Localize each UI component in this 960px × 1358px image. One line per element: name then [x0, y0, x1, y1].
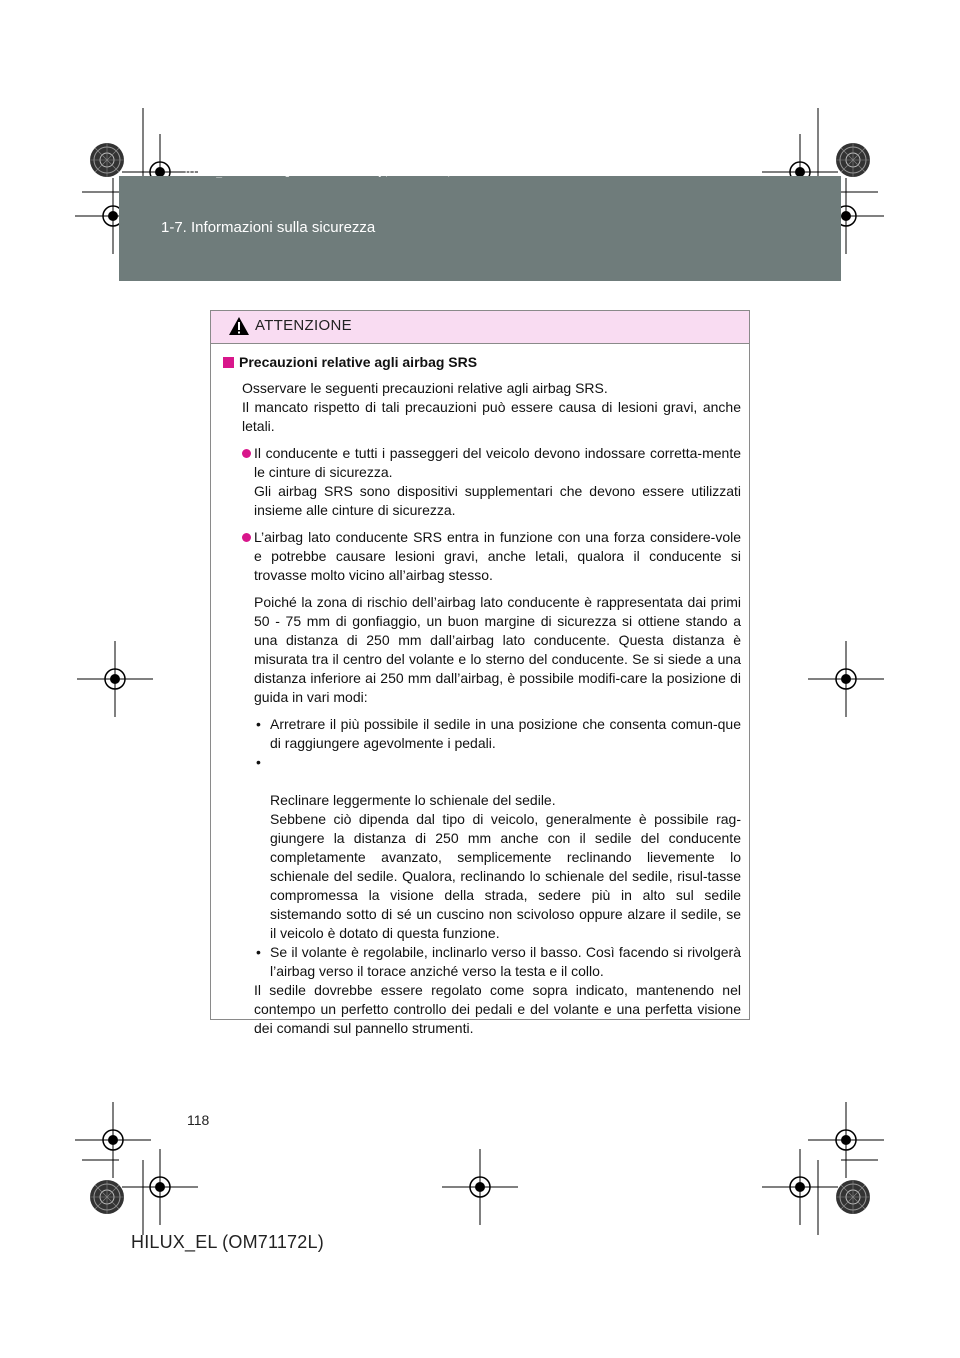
bullet-line: Gli airbag SRS sono dispositivi supplementari che devono essere utilizzati insieme alle cinture di sicurezza. — [254, 483, 741, 518]
book-page-stamp: HILUX_EL.book Page 118 Wednesday, March 23, 2011 3:30 PM — [185, 167, 534, 178]
dot-bullet: • — [256, 716, 261, 732]
adjustment-list — [254, 715, 741, 981]
intro-paragraph — [242, 379, 741, 436]
warning-triangle-icon — [228, 316, 250, 336]
warning-body — [211, 344, 749, 1038]
warning-box — [210, 310, 750, 1036]
dot-bullet: • — [256, 754, 261, 770]
distance-paragraph: Poiché la zona di rischio dell’airbag lato conducente è rappresentata dai primi 50 - 75 mm di gonfiaggio, un buon margine di sicurezza si ottiene stando a una distanza di 250 mm dall’airbag lato conducente. Questa distanza è misurata tra il centro del volante e lo sterno del conducente. Se si siede a una distanza inferiore ai 250 mm dall’airbag, è possibile modifi-care la posizione di guida in vari modi: — [254, 594, 741, 705]
subhead-text: Precauzioni relative agli airbag SRS — [239, 354, 478, 370]
list-item — [254, 715, 741, 753]
bullet-driver-airbag — [242, 528, 741, 585]
round-bullet-icon — [242, 449, 251, 458]
dot-bullet: • — [256, 944, 261, 960]
warning-label: ATTENZIONE — [255, 317, 352, 334]
list-item-text: Reclinare leggermente lo schienale del sedile. Sebbene ciò dipenda dal tipo di veicolo, generalmente è possibile rag-giungere la distanza di 250 mm anche con il sedile del conducente completamente avanzato, semplicemente reclinando lievemente lo schienale del sedile. Qualora, reclinando lo schienale del sedile, risul-tasse compromessa la visione della strada, sedere più in alto sul sedile sistemando sotto di sé un cuscino non scivoloso oppure alzare il sedile, se il veicolo è dotato di questa funzione. — [270, 792, 741, 941]
list-item — [254, 753, 741, 943]
document-code: HILUX_EL (OM71172L) — [131, 1232, 324, 1252]
list-item-text: Se il volante è regolabile, inclinarlo verso il basso. Così facendo si rivolgerà l’airbag verso il torace anziché verso la testa e il collo. — [270, 944, 741, 979]
list-item-text: Arretrare il più possibile il sedile in una posizione che consenta comun-que di raggiungere agevolmente i pedali. — [270, 716, 741, 751]
round-bullet-icon — [242, 533, 251, 542]
warning-subhead — [223, 353, 741, 372]
bullet-seatbelts — [242, 444, 741, 520]
intro-line: Il mancato rispetto di tali precauzioni può essere causa di lesioni gravi, anche letali. — [242, 399, 741, 434]
list-item — [254, 943, 741, 981]
page-number: 118 — [187, 1112, 210, 1128]
bullet-line: Il conducente e tutti i passeggeri del veicolo devono indossare corretta-mente le cinture di sicurezza. — [254, 445, 741, 480]
closing-paragraph: Il sedile dovrebbe essere regolato come sopra indicato, mantenendo nel contempo un perfetto controllo dei pedali e del volante e una perfetta visione dei comandi sul pannello strumenti. — [254, 982, 741, 1036]
intro-line: Osservare le seguenti precauzioni relative agli airbag SRS. — [242, 380, 608, 396]
warning-header — [211, 311, 749, 344]
square-bullet-icon — [223, 357, 234, 368]
bullet-line: L’airbag lato conducente SRS entra in funzione con una forza considere-vole e potrebbe causare lesioni gravi, anche letali, qualora il conducente si trovasse molto vicino all’airbag stesso. — [254, 529, 741, 583]
section-title: 1-7. Informazioni sulla sicurezza — [161, 219, 376, 236]
